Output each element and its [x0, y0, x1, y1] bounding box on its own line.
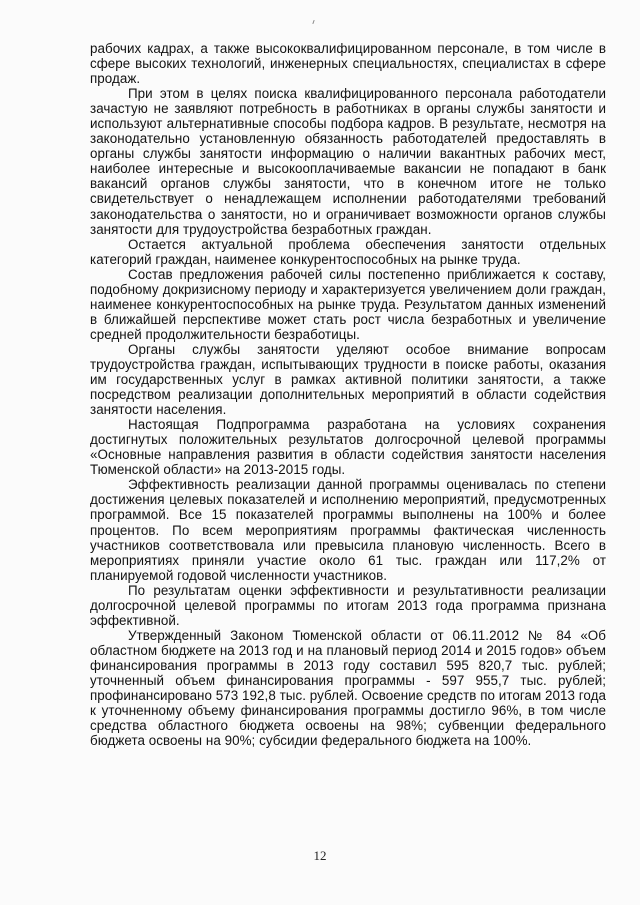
page-number: 12	[313, 848, 327, 863]
paragraph: Настоящая Подпрограмма разработана на условиях сохранения достигнутых положительных результатов долгосрочной целевой программы «Основные направления развития в области содействия занятости населения Тюменской области» на 2013-2015 годы.	[90, 417, 606, 478]
paragraph: Состав предложения рабочей силы постепенно приближается к составу, подобному докризисному периоду и характеризуется увеличением доли граждан, наименее конкурентоспособных на рынке труда. Результатом данных изменений в ближайшей перспективе может стать рост числа безработных и увеличение средней продолжительности безработицы.	[90, 266, 606, 342]
paragraph: Органы службы занятости уделяют особое внимание вопросам трудоустройства граждан, испытывающих трудности в поиске работы, оказания им государственных услуг в рамках активной политики занятости, а также посредством реализации дополнительных мероприятий в области содействия занятости населения.	[90, 341, 606, 418]
document-body	[90, 41, 606, 748]
scan-mark	[312, 20, 314, 24]
paragraph: При этом в целях поиска квалифицированного персонала работодатели зачастую не заявляют потребность в работниках в органы службы занятости и используют альтернативные способы подбора кадров. В результате, несмотря на законодательно установленную обязанность работодателей предоставлять в органы службы занятости информацию о наличии вакантных рабочих мест, наиболее интересные и высокооплачиваемые вакансии не попадают в банк вакансий органов службы занятости, что в конечном итоге не только свидетельствует о ненадлежащем исполнении работодателями требований законодательства о занятости, но и ограничивает возможности органов службы занятости для трудоустройства безработных граждан.	[90, 86, 606, 237]
paragraph: Остается актуальной проблема обеспечения занятости отдельных категорий граждан, наименее конкурентоспособных на рынке труда.	[90, 236, 606, 267]
paragraph: Эффективность реализации данной программы оценивалась по степени достижения целевых показателей и исполнению мероприятий, предусмотренных программой. Все 15 показателей программы выполнены на 100% и более процентов. По всем мероприятиям программы фактическая численность участников соответствовала или превысила плановую численность. Всего в мероприятиях приняли участие около 61 тыс. граждан или 117,2% от планируемой годовой численности участников.	[90, 477, 606, 583]
paragraph: рабочих кадрах, а также высококвалифицированном персонале, в том числе в сфере высоких технологий, инженерных специальностях, специалистах в сфере продаж.	[90, 41, 606, 87]
paragraph: По результатам оценки эффективности и результативности реализации долгосрочной целевой программы по итогам 2013 года программа признана эффективной.	[90, 582, 606, 628]
paragraph: Утвержденный Законом Тюменской области от 06.11.2012 № 84 «Об областном бюджете на 2013 год и на плановый период 2014 и 2015 годов» объем финансирования программы в 2013 году составил 595 820,7 тыс. рублей; уточненный объем финансирования программы - 597 955,7 тыс. рублей; профинансировано 573 192,8 тыс. рублей. Освоение средств по итогам 2013 года к уточненному объему финансирования программы достигло 96%, в том числе средства областного бюджета освоены на 98%; субвенции федерального бюджета освоены на 90%; субсидии федерального бюджета на 100%.	[90, 627, 606, 749]
